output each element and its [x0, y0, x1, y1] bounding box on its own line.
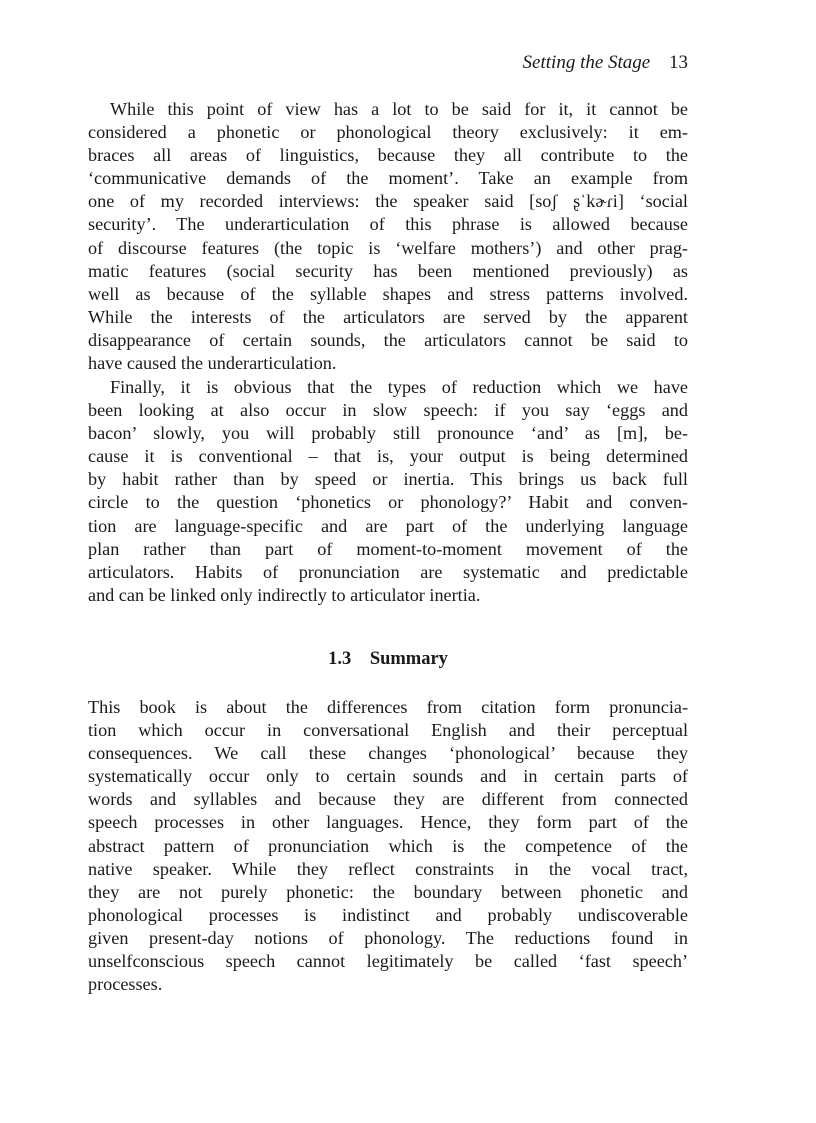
section-heading: [88, 648, 688, 671]
text-line: matic features (social security has been mentioned previously) as: [88, 260, 688, 281]
text-line: cause it is conventional – that is, your output is being determined: [88, 446, 688, 467]
section-title: Summary: [369, 649, 448, 669]
text-line: speech processes in other languages. Hence, they form part of the: [88, 812, 688, 833]
text-line: considered a phonetic or phonological theory exclusively: it em-: [88, 122, 688, 143]
text-line: disappearance of certain sounds, the articulators cannot be said to: [88, 329, 688, 350]
text-line: unselfconscious speech cannot legitimately be called ‘fast speech’: [88, 951, 688, 972]
text-line: braces all areas of linguistics, because they all contribute to the: [88, 145, 688, 166]
text-line: Finally, it is obvious that the types of reduction which we have: [110, 377, 688, 397]
text-line: have caused the underarticulation.: [88, 353, 337, 374]
paragraph-text: [88, 98, 688, 375]
text-line: While this point of view has a lot to be said for it, it cannot be: [110, 99, 688, 119]
text-line: words and syllables and because they are different from connected: [88, 789, 688, 810]
text-line: been looking at also occur in slow speech: if you say ‘eggs and: [88, 400, 688, 421]
text-line: processes.: [88, 974, 163, 995]
text-line: While the interests of the articulators are served by the apparent: [88, 306, 688, 327]
text-line: native speaker. While they reflect constraints in the vocal tract,: [88, 858, 688, 879]
text-line: consequences. We call these changes ‘phonological’ because they: [88, 743, 688, 764]
text-line-with-ipa: one of my recorded interviews: the speaker said [soʃ ʂˈkɚɾi] ‘social: [88, 191, 688, 212]
text-line: circle to the question ‘phonetics or phonology?’ Habit and conven-: [88, 492, 688, 513]
text-line: they are not purely phonetic: the boundary between phonetic and: [88, 881, 688, 902]
text-line: by habit rather than by speed or inertia. This brings us back full: [88, 469, 688, 490]
text-line: abstract pattern of pronunciation which is the competence of the: [88, 835, 688, 856]
summary-paragraph: [88, 696, 688, 996]
text-line: well as because of the syllable shapes and stress patterns involved.: [88, 283, 688, 304]
text-line: This book is about the differences from citation form pronuncia-: [88, 697, 688, 717]
text-line: phonological processes is indistinct and probably undiscoverable: [88, 904, 688, 925]
section-number: 1.3: [328, 649, 352, 669]
text-line: articulators. Habits of pronunciation are systematic and predictable: [88, 561, 688, 582]
text-line: tion are language-specific and are part of the underlying language: [88, 515, 688, 536]
running-head-title: Setting the Stage: [522, 52, 651, 73]
running-head: [523, 52, 688, 74]
text-line: ‘communicative demands of the moment’. Take an example from: [88, 168, 688, 189]
paragraph-1: [88, 98, 688, 375]
page-number: 13: [669, 52, 688, 73]
text-line: plan rather than part of moment-to-moment movement of the: [88, 538, 688, 559]
text-line: of discourse features (the topic is ‘welfare mothers’) and other prag-: [88, 237, 688, 258]
text-line: security’. The underarticulation of this phrase is allowed because: [88, 214, 688, 235]
text-line: systematically occur only to certain sounds and in certain parts of: [88, 766, 688, 787]
text-line: and can be linked only indirectly to articulator inertia.: [88, 584, 481, 605]
text-line: tion which occur in conversational English and their perceptual: [88, 720, 688, 741]
paragraph-text: [88, 376, 688, 607]
text-line: given present-day notions of phonology. The reductions found in: [88, 927, 688, 948]
paragraph-2: [88, 376, 688, 607]
text-line: bacon’ slowly, you will probably still pronounce ‘and’ as [m], be-: [88, 423, 688, 444]
paragraph-text: [88, 696, 688, 996]
